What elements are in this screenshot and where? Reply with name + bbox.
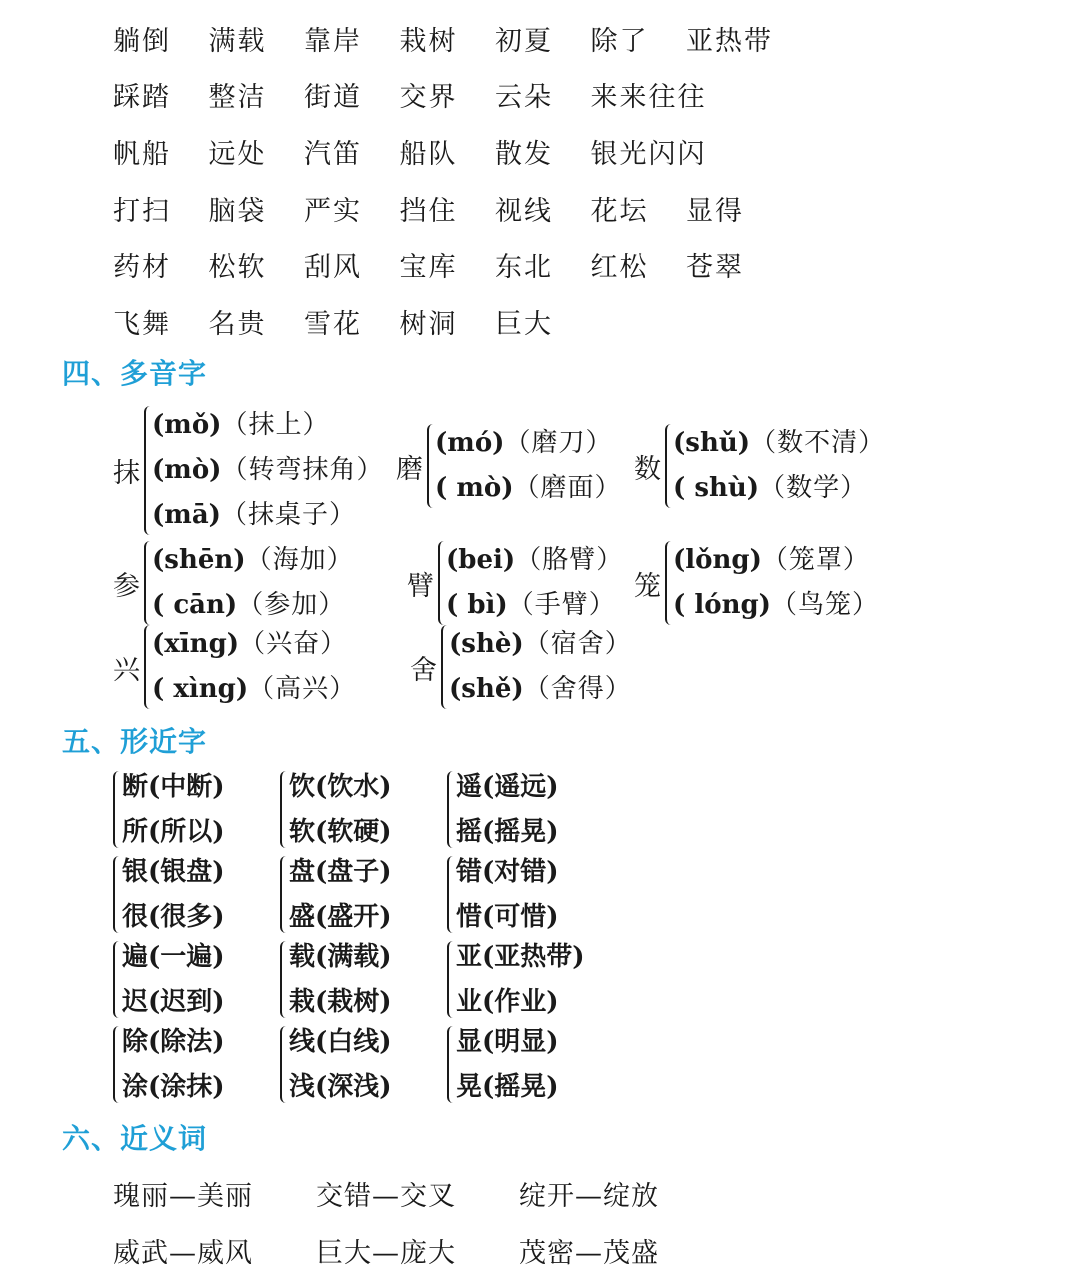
polyphonic-char: 兴 — [113, 654, 140, 686]
similar-pair — [113, 1020, 225, 1109]
reading — [449, 622, 632, 667]
pinyin: (shēn) — [152, 545, 246, 575]
similar-item: 很(很多) — [122, 901, 225, 932]
reading-list — [673, 421, 885, 511]
example: （转弯抹角） — [221, 455, 384, 485]
example: （胳臂） — [515, 545, 624, 575]
example: （数不清） — [750, 428, 886, 458]
similar-pair-items — [122, 935, 225, 1024]
similar-item: 断(中断) — [122, 772, 225, 802]
synonym-row — [113, 1222, 722, 1279]
word: 帆船 — [113, 138, 171, 170]
polyphonic-group — [410, 622, 632, 712]
similar-pair-items — [289, 935, 392, 1024]
reading — [449, 667, 632, 712]
brace — [427, 424, 434, 508]
word: 交界 — [399, 82, 458, 114]
similar-pair-items — [289, 765, 392, 854]
reading — [152, 403, 383, 448]
example: （舍得） — [523, 674, 632, 704]
brace — [280, 1026, 287, 1103]
example: （参加） — [237, 590, 346, 620]
word: 栽树 — [399, 25, 458, 57]
synonym-pair: 巨大—庞大 — [316, 1238, 456, 1269]
brace — [113, 941, 120, 1018]
section-heading-similar: 五、形近字 — [62, 725, 208, 758]
similar-item: 遍(一遍) — [122, 942, 225, 972]
similar-item: 所(所以) — [122, 816, 225, 847]
word: 树洞 — [399, 308, 458, 340]
brace — [144, 406, 151, 535]
example: （数学） — [759, 473, 868, 503]
polyphonic-group — [113, 622, 356, 712]
similar-item: 晃(摇晃) — [456, 1071, 559, 1102]
word: 药材 — [113, 252, 171, 284]
polyphonic-group — [113, 403, 383, 538]
polyphonic-char: 磨 — [396, 453, 423, 485]
similar-item: 除(除法) — [122, 1027, 225, 1057]
similar-pair-items — [289, 1020, 392, 1109]
synonym-pair: 瑰丽—美丽 — [113, 1181, 253, 1212]
word: 银光闪闪 — [590, 138, 707, 170]
word-row — [113, 123, 782, 180]
synonym-pair: 交错—交叉 — [316, 1181, 456, 1212]
similar-pair-items — [122, 850, 225, 939]
brace — [280, 856, 287, 933]
pinyin: (shè) — [449, 629, 524, 659]
example: （抹上） — [221, 410, 330, 440]
similar-pair-items — [456, 765, 559, 854]
pinyin: ( xìng) — [152, 674, 249, 704]
reading — [435, 466, 622, 511]
word: 苍翠 — [686, 252, 744, 284]
synonym-pair: 茂密—茂盛 — [519, 1238, 659, 1269]
word: 踩踏 — [113, 82, 171, 114]
reading-list — [673, 538, 879, 628]
similar-item: 盛(盛开) — [289, 901, 392, 932]
example: （磨刀） — [504, 428, 613, 458]
pinyin: (shě) — [449, 674, 524, 704]
reading — [673, 538, 879, 583]
polyphonic-char: 抹 — [113, 458, 140, 489]
polyphonic-group — [396, 421, 622, 511]
word: 宝库 — [399, 252, 458, 284]
similar-pair — [113, 935, 225, 1024]
polyphonic-char: 笼 — [634, 570, 661, 602]
brace — [665, 541, 672, 625]
brace — [447, 941, 454, 1018]
brace — [113, 771, 120, 848]
pinyin: ( shù) — [673, 473, 760, 503]
similar-item: 遥(遥远) — [456, 772, 559, 802]
word: 显得 — [686, 195, 744, 227]
brace — [447, 1026, 454, 1103]
word: 巨大 — [495, 308, 553, 340]
word: 躺倒 — [113, 25, 171, 57]
similar-pair — [280, 765, 392, 854]
word: 初夏 — [495, 25, 553, 57]
brace — [665, 424, 672, 508]
brace — [280, 771, 287, 848]
word: 靠岸 — [304, 25, 362, 57]
word: 除了 — [590, 25, 649, 57]
reading — [152, 448, 383, 493]
polyphonic-char: 臂 — [407, 570, 434, 602]
similar-item: 显(明显) — [456, 1027, 559, 1057]
word-row — [113, 293, 782, 350]
word-row — [113, 236, 782, 293]
pinyin: (mó) — [435, 428, 505, 458]
example: （抹桌子） — [220, 500, 356, 530]
similar-item: 线(白线) — [289, 1027, 392, 1057]
section-heading-polyphonic: 四、多音字 — [62, 357, 208, 390]
polyphonic-char: 舍 — [410, 654, 437, 686]
similar-item: 迟(迟到) — [122, 986, 225, 1017]
similar-item: 浅(深浅) — [289, 1071, 392, 1102]
similar-item: 载(满载) — [289, 942, 392, 972]
similar-item: 饮(饮水) — [289, 772, 392, 802]
word: 汽笛 — [304, 138, 362, 170]
synonym-pair: 绽开—绽放 — [519, 1181, 659, 1212]
word-row — [113, 180, 782, 237]
word: 来来往往 — [590, 82, 707, 114]
word: 挡住 — [399, 195, 458, 227]
example: （手臂） — [507, 590, 616, 620]
similar-item: 栽(栽树) — [289, 986, 392, 1017]
pinyin: ( cān) — [152, 590, 238, 620]
word-row — [113, 10, 782, 67]
similar-item: 错(对错) — [456, 857, 559, 887]
pinyin: (mā) — [152, 500, 221, 530]
reading-list — [152, 538, 354, 628]
example: （磨面） — [513, 473, 622, 503]
reading-list — [152, 403, 383, 538]
pinyin: (mò) — [152, 455, 222, 485]
similar-pair — [113, 850, 225, 939]
similar-pair-items — [122, 765, 225, 854]
similar-pair-items — [456, 850, 559, 939]
pinyin: ( lóng) — [673, 590, 771, 620]
pinyin: (lǒng) — [673, 545, 762, 575]
similar-pair — [113, 765, 225, 854]
reading — [673, 421, 885, 466]
word: 船队 — [399, 138, 458, 170]
synonym-pair: 威武—威风 — [113, 1238, 253, 1269]
pinyin: (bei) — [446, 545, 516, 575]
reading-list — [152, 622, 356, 712]
similar-item: 业(作业) — [456, 986, 559, 1017]
brace — [438, 541, 445, 625]
word-row — [113, 67, 782, 124]
similar-pair — [280, 850, 392, 939]
word: 云朵 — [495, 82, 553, 114]
brace — [113, 1026, 120, 1103]
word: 松软 — [208, 252, 267, 284]
polyphonic-group — [407, 538, 623, 628]
pinyin: ( mò) — [435, 473, 514, 503]
brace — [144, 625, 151, 709]
example: （宿舍） — [523, 629, 632, 659]
word: 花坛 — [590, 195, 649, 227]
similar-pair — [447, 765, 559, 854]
similar-item: 涂(涂抹) — [122, 1071, 225, 1102]
synonym-list — [113, 1165, 722, 1279]
example: （高兴） — [248, 674, 357, 704]
brace — [144, 541, 151, 625]
similar-item: 摇(摇晃) — [456, 816, 559, 847]
word: 名贵 — [208, 308, 267, 340]
example: （鸟笼） — [770, 590, 879, 620]
pinyin: (shǔ) — [673, 428, 751, 458]
pinyin: (xīng) — [152, 629, 240, 659]
reading — [152, 493, 383, 538]
example: （兴奋） — [239, 629, 348, 659]
word-list — [113, 10, 782, 350]
similar-item: 软(软硬) — [289, 816, 392, 847]
brace — [113, 856, 120, 933]
synonym-row — [113, 1165, 722, 1222]
similar-item: 惜(可惜) — [456, 901, 559, 932]
similar-pair-items — [456, 935, 585, 1024]
reading-list — [449, 622, 632, 712]
word: 东北 — [495, 252, 553, 284]
reading — [446, 538, 623, 583]
word: 红松 — [590, 252, 649, 284]
word: 散发 — [495, 138, 553, 170]
word: 满载 — [208, 25, 267, 57]
word: 雪花 — [304, 308, 362, 340]
reading — [435, 421, 622, 466]
reading — [152, 538, 354, 583]
word: 刮风 — [304, 252, 362, 284]
word: 飞舞 — [113, 308, 171, 340]
reading — [152, 667, 356, 712]
word: 视线 — [495, 195, 553, 227]
similar-pair — [280, 1020, 392, 1109]
reading — [152, 622, 356, 667]
word: 远处 — [208, 138, 267, 170]
similar-pair — [447, 935, 585, 1024]
polyphonic-char: 数 — [634, 453, 661, 485]
pinyin: (mǒ) — [152, 410, 222, 440]
similar-pair-items — [456, 1020, 559, 1109]
pinyin: ( bì) — [446, 590, 508, 620]
polyphonic-group — [634, 421, 885, 511]
similar-pair-items — [289, 850, 392, 939]
reading-list — [435, 421, 622, 511]
brace — [447, 771, 454, 848]
similar-pair — [447, 1020, 559, 1109]
word: 街道 — [304, 82, 362, 114]
word: 严实 — [304, 195, 362, 227]
word: 脑袋 — [208, 195, 267, 227]
example: （笼罩） — [761, 545, 870, 575]
brace — [441, 625, 448, 709]
polyphonic-group — [113, 538, 354, 628]
similar-pair-items — [122, 1020, 225, 1109]
word: 整洁 — [208, 82, 267, 114]
polyphonic-char: 参 — [113, 570, 140, 602]
word: 打扫 — [113, 195, 171, 227]
word: 亚热带 — [686, 25, 773, 57]
reading — [673, 583, 879, 628]
brace — [447, 856, 454, 933]
similar-item: 银(银盘) — [122, 857, 225, 887]
similar-pair — [280, 935, 392, 1024]
similar-item: 亚(亚热带) — [456, 942, 585, 972]
example: （海加） — [245, 545, 354, 575]
brace — [280, 941, 287, 1018]
reading-list — [446, 538, 623, 628]
reading — [673, 466, 885, 511]
similar-item: 盘(盘子) — [289, 857, 392, 887]
section-heading-synonyms: 六、近义词 — [62, 1122, 208, 1155]
similar-pair — [447, 850, 559, 939]
polyphonic-group — [634, 538, 879, 628]
